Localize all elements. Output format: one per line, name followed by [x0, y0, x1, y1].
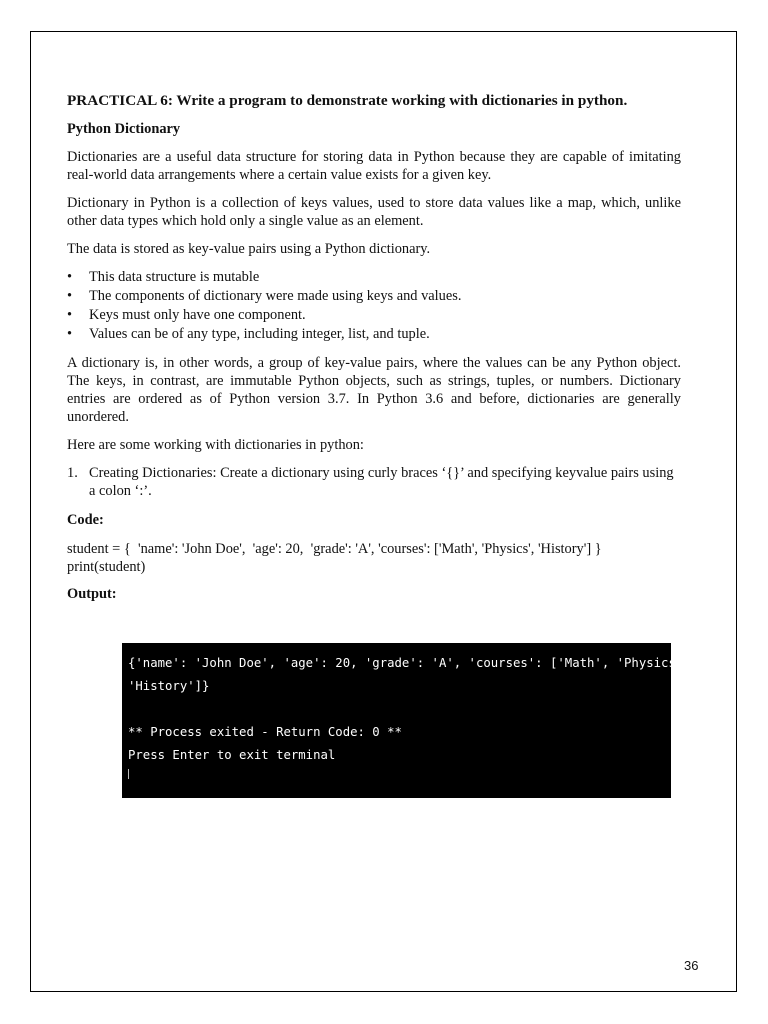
code-block — [67, 540, 681, 576]
terminal-line: Press Enter to exit terminal — [128, 748, 336, 762]
terminal-cursor-line — [128, 767, 665, 790]
step-item — [67, 464, 681, 500]
page-number: 36 — [684, 958, 699, 973]
code-line: print(student) — [67, 559, 146, 575]
list-item: • The components of dictionary were made using keys and values. — [67, 288, 462, 304]
terminal-line: ** Process exited - Return Code: 0 ** — [128, 725, 402, 739]
terminal-output-screenshot — [122, 643, 691, 798]
bullet-icon: • — [67, 326, 73, 342]
output-heading: Output: — [67, 586, 117, 602]
paragraph-key-value: The data is stored as key-value pairs using a Python dictionary. — [67, 241, 431, 257]
paragraph-definition: A dictionary is, in other words, a group of key-value pairs, where the values can be any Python object. The keys, in contrast, are immutable Python objects, such as strings, tuples, or numbers. Dictionary entries are ordered as of Python version 3.7. In Python 3.6 and before, dictionaries are generally unordered. — [67, 355, 681, 425]
terminal-gap — [128, 698, 665, 721]
bullet-list — [67, 268, 681, 344]
bullet-icon: • — [67, 288, 73, 304]
code-line: student = { 'name': 'John Doe', 'age': 20, 'grade': 'A', 'courses': ['Math', 'Physics', 'History'] } — [67, 541, 602, 557]
bullet-icon: • — [67, 269, 73, 285]
list-item: • Values can be of any type, including integer, list, and tuple. — [67, 326, 430, 342]
code-heading: Code: — [67, 512, 104, 528]
paragraph-working-intro: Here are some working with dictionaries in python: — [67, 437, 364, 453]
section-heading: Python Dictionary — [67, 121, 181, 137]
document-body — [67, 91, 681, 614]
paragraph-collection: Dictionary in Python is a collection of keys values, used to store data values like a map, which, unlike other data types which hold only a single value as an element. — [67, 195, 681, 229]
step-text: Creating Dictionaries: Create a dictionary using curly braces ‘{}’ and specifying keyvalue pairs using a colon ‘:’. — [89, 465, 674, 499]
practical-title: PRACTICAL 6: Write a program to demonstrate working with dictionaries in python. — [67, 92, 628, 109]
paragraph-intro: Dictionaries are a useful data structure for storing data in Python because they are capable of imitating real-world data arrangements where a certain value exists for a given key. — [67, 149, 681, 183]
list-item: • This data structure is mutable — [67, 269, 260, 285]
step-number: 1. — [67, 465, 78, 481]
terminal-line: {'name': 'John Doe', 'age': 20, 'grade': 'A', 'courses': ['Math', 'Physics', — [128, 656, 691, 670]
cursor-icon — [128, 769, 129, 779]
steps-list — [67, 464, 681, 500]
bullet-icon: • — [67, 307, 73, 323]
list-item: • Keys must only have one component. — [67, 307, 306, 323]
terminal-line: 'History']} — [128, 679, 210, 693]
